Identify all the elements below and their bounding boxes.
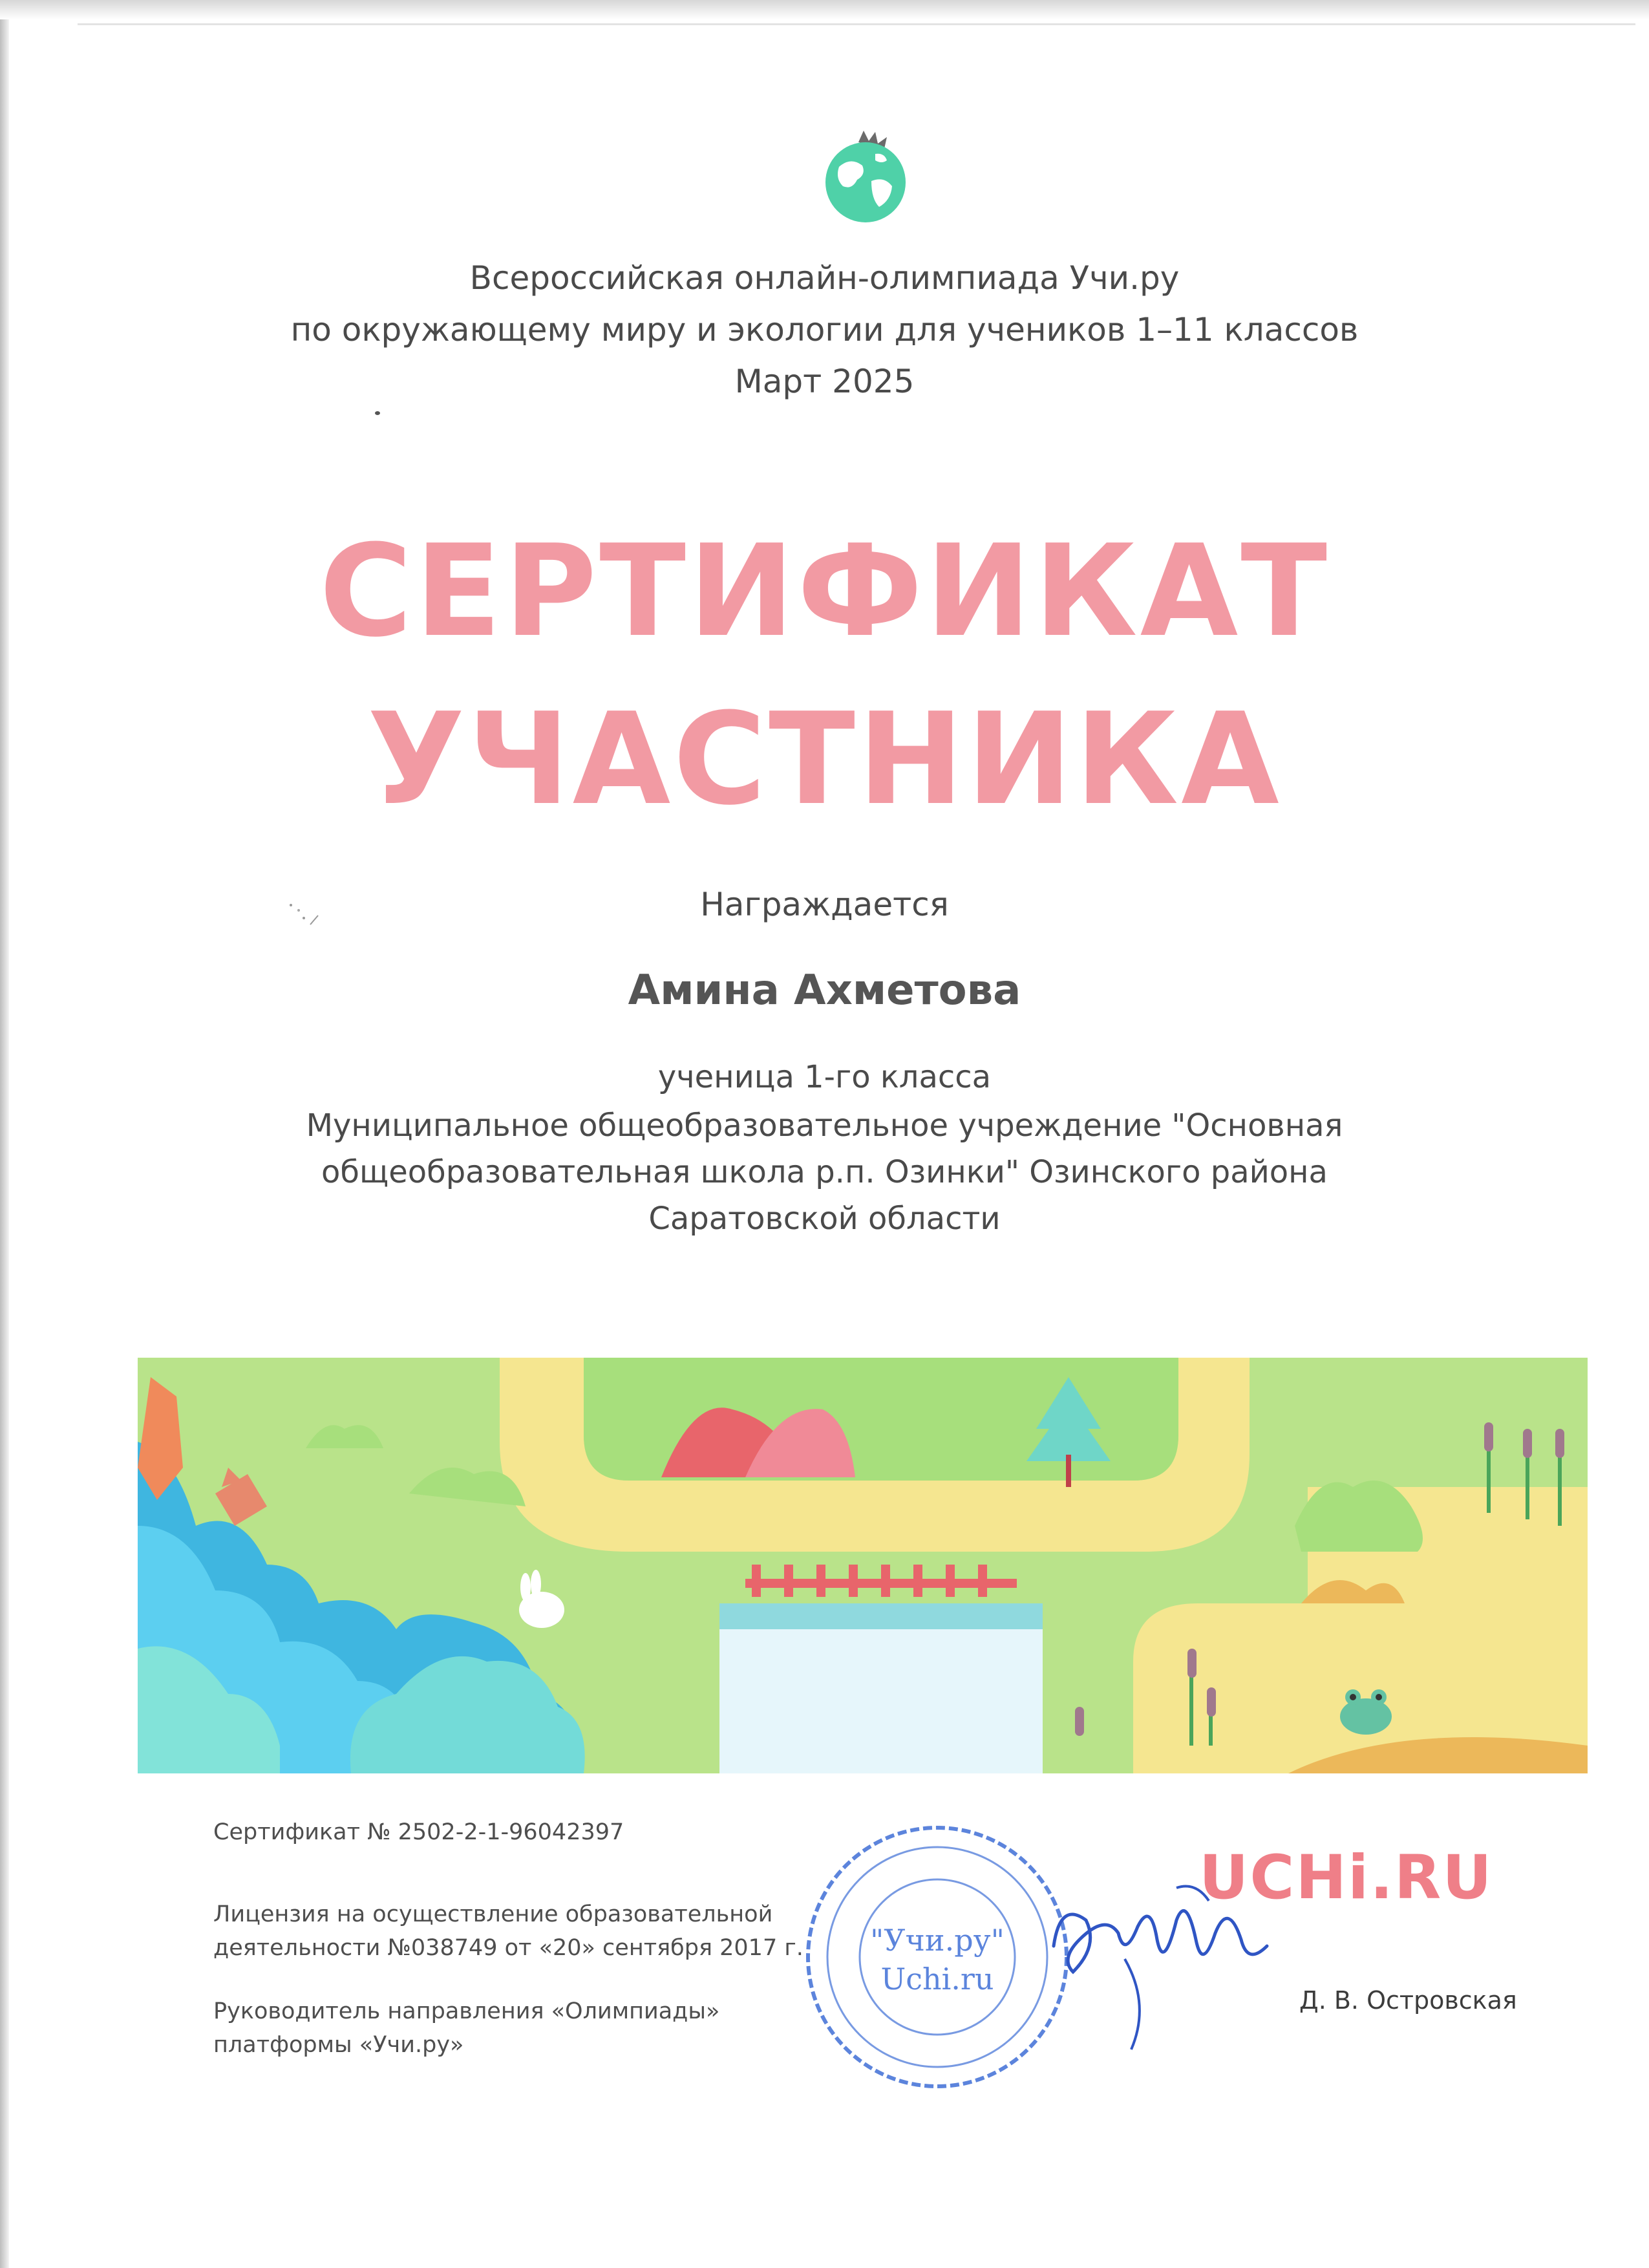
scan-edge-top [0, 0, 1649, 19]
stamp-line-2: Uchi.ru [880, 1962, 994, 1996]
scan-dot [375, 411, 380, 415]
scan-line [78, 23, 1635, 25]
certificate-number: Сертификат № 2502-2-1-96042397 [213, 1819, 624, 1845]
signer-name: Д. В. Островская [1299, 1986, 1517, 2015]
nature-illustration [138, 1358, 1588, 1773]
header-line-3: Март 2025 [734, 363, 915, 400]
school-line-3: Саратовской области [648, 1201, 1001, 1237]
recipient-grade: ученица 1-го класса [657, 1059, 992, 1095]
header-line-2: по окружающему миру и экологии для учеников 1–11 классов [290, 311, 1359, 348]
header-line-1: Всероссийская онлайн-олимпиада Учи.ру [469, 259, 1180, 297]
title-line-1: СЕРТИФИКАТ [319, 518, 1330, 665]
globe-icon [820, 128, 911, 225]
stamp-line-1: "Учи.ру" [870, 1923, 1005, 1958]
stamp [798, 1818, 1076, 2096]
recipient-name: Амина Ахметова [628, 967, 1021, 1014]
license-line-2: деятельности №038749 от «20» сентября 2017 г. [213, 1935, 803, 1961]
school-line-2: общеобразовательная школа р.п. Озинки" Озинского района [321, 1154, 1328, 1190]
awarded-label: Награждается [700, 886, 949, 923]
director-line-1: Руководитель направления «Олимпиады» [213, 1998, 720, 2024]
director-line-2: платформы «Учи.ру» [213, 2032, 464, 2058]
school-line-1: Муниципальное общеобразовательное учреждение "Основная [306, 1107, 1343, 1144]
brand-logo: UCHi.RU [1199, 1843, 1493, 1913]
license-line-1: Лицензия на осуществление образовательной [213, 1901, 773, 1927]
title-line-2: УЧАСТНИКА [367, 686, 1282, 833]
